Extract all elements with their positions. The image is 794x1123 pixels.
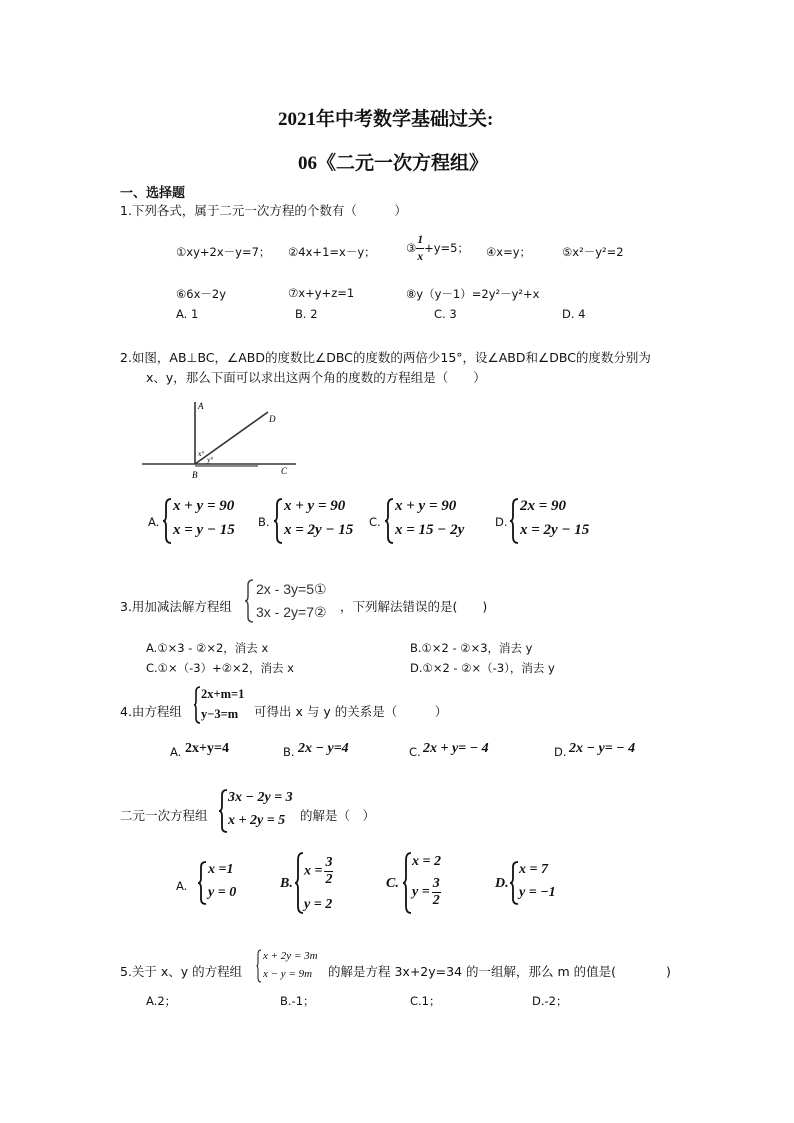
q1-option-c: C. 3: [434, 307, 457, 321]
label-d: D: [269, 414, 276, 424]
q3-option-d: D.①×2 - ②×（-3），消去 y: [410, 661, 555, 675]
q5a-option-d-label: D.: [495, 876, 509, 891]
label-y: y°: [207, 456, 214, 464]
q1-option-b: B. 2: [295, 307, 318, 321]
label-b: B: [192, 470, 198, 480]
q3-stem-suffix: ，下列解法错误的是( ): [340, 599, 488, 614]
q5-system: x + 2y = 3m x − y = 9m: [256, 949, 326, 985]
q5-option-c: C.1；: [410, 994, 441, 1008]
section-heading: 一、选择题: [120, 186, 186, 201]
q2-stem-line2: x、y，那么下面可以求出这两个角的度数的方程组是（ ）: [146, 370, 486, 385]
page-subtitle: 06《二元一次方程组》: [298, 153, 489, 174]
q1-option-a: A. 1: [176, 307, 199, 321]
q5a-option-b-label: B.: [280, 876, 293, 891]
q1-item-3-fraction: $\frac{1}{x}$: [417, 234, 424, 263]
fraction-three-halves: $\frac{3}{2}$: [432, 876, 440, 908]
q1-item-8: ⑧y（y－1）=2y²－y²+x: [406, 287, 540, 301]
q3-system: 2x - 3y=5① 3x - 2y=7②: [244, 579, 340, 625]
q4-stem-suffix: 可得出 x 与 y 的关系是（ ）: [254, 704, 448, 719]
label-a: A: [198, 401, 204, 411]
q2-angle-figure: [140, 396, 300, 482]
q4-option-d: 2x − y= − 4: [569, 741, 636, 756]
brace-icon: [509, 498, 519, 544]
q3-option-a: A.①×3 - ②×2，消去 x: [146, 641, 269, 655]
q5a-option-c-label: C.: [386, 876, 399, 891]
label-c: C: [281, 466, 288, 476]
q4-option-c: 2x + y= − 4: [423, 741, 489, 756]
q5a-option-b-system: x = $\frac{3}{2}$ y = 2: [294, 852, 354, 918]
q4-option-b: 2x − y=4: [298, 741, 349, 756]
q5-option-a: A.2；: [146, 994, 177, 1008]
q4-system: 2x+m=1 y−3=m: [193, 686, 257, 726]
q2-option-b-label: B.: [258, 515, 270, 529]
q5a-option-a-system: x =1 y = 0: [197, 861, 257, 907]
q5a-system: 3x − 2y = 3 x + 2y = 5: [218, 789, 302, 835]
q3-option-c: C.①×（-3）+②×2，消去 x: [146, 661, 294, 675]
q4-option-a: 2x+y=4: [185, 741, 229, 756]
q4-stem-prefix: 4.由方程组: [120, 704, 182, 719]
q1-item-2: ②4x+1=x－y；: [288, 245, 376, 259]
q5a-stem-suffix: 的解是（ ）: [300, 808, 376, 823]
q4-option-d-label: D.: [554, 745, 567, 759]
q4-option-b-label: B.: [283, 745, 295, 759]
brace-icon: [384, 498, 394, 544]
q5a-option-a-label: A.: [176, 879, 188, 893]
q5-stem-suffix: 的解是方程 3x+2y=34 的一组解，那么 m 的值是( ): [328, 964, 671, 979]
brace-icon: [273, 498, 283, 544]
q1-item-7: ⑦x+y+z=1: [288, 286, 355, 300]
q5-option-d: D.-2；: [532, 994, 568, 1008]
brace-icon: [244, 579, 254, 623]
q2-stem-line1: 2.如图，AB⊥BC，∠ABD的度数比∠DBC的度数的两倍少15°，设∠ABD和∠DBC的度数分别为: [120, 350, 651, 365]
q1-item-5: ⑤x²－y²=2: [562, 245, 624, 259]
q5-option-b: B.-1；: [280, 994, 315, 1008]
q1-item-1: ①xy+2x－y=7；: [176, 245, 271, 259]
q2-option-c-system: x + y = 90 x = 15 − 2y: [384, 498, 474, 546]
brace-icon: [402, 852, 412, 914]
fraction-three-halves: $\frac{3}{2}$: [325, 855, 333, 887]
q5a-stem-prefix: 二元一次方程组: [120, 808, 208, 823]
q5a-option-d-system: x = 7 y = −1: [509, 861, 579, 907]
q2-option-a-system: x + y = 90 x = y − 15: [162, 498, 252, 546]
brace-icon: [294, 852, 304, 914]
segment-bd: [195, 412, 268, 464]
brace-icon: [197, 861, 207, 905]
brace-icon: [218, 789, 228, 833]
q1-item-4: ④x=y；: [486, 245, 532, 259]
q5a-option-c-system: x = 2 y = $\frac{3}{2}$: [402, 852, 462, 918]
brace-icon: [256, 949, 262, 983]
q2-option-c-label: C.: [369, 515, 381, 529]
q5-stem-prefix: 5.关于 x、y 的方程组: [120, 964, 243, 979]
q2-option-b-system: x + y = 90 x = 2y − 15: [273, 498, 363, 546]
q2-option-d-system: 2x = 90 x = 2y − 15: [509, 498, 599, 546]
q1-item-6: ⑥6x－2y: [176, 287, 227, 301]
q1-item-3: [406, 232, 469, 265]
q4-option-c-label: C.: [409, 745, 421, 759]
q4-option-a-label: A.: [170, 745, 182, 759]
label-x: x°: [198, 450, 205, 458]
brace-icon: [162, 498, 172, 544]
q1-item-3-prefix: ③: [406, 241, 417, 255]
q2-option-d-label: D.: [495, 515, 508, 529]
q3-option-b: B.①×2 - ②×3，消去 y: [410, 641, 533, 655]
page-title: 2021年中考数学基础过关:: [278, 109, 494, 130]
brace-icon: [509, 861, 519, 905]
q1-option-d: D. 4: [562, 307, 586, 321]
q3-stem-prefix: 3.用加减法解方程组: [120, 599, 232, 614]
brace-icon: [193, 686, 201, 724]
q2-option-a-label: A.: [148, 515, 160, 529]
q1-stem: 1.下列各式，属于二元一次方程的个数有（ ）: [120, 203, 407, 218]
q1-item-3-suffix: +y=5；: [424, 241, 469, 255]
